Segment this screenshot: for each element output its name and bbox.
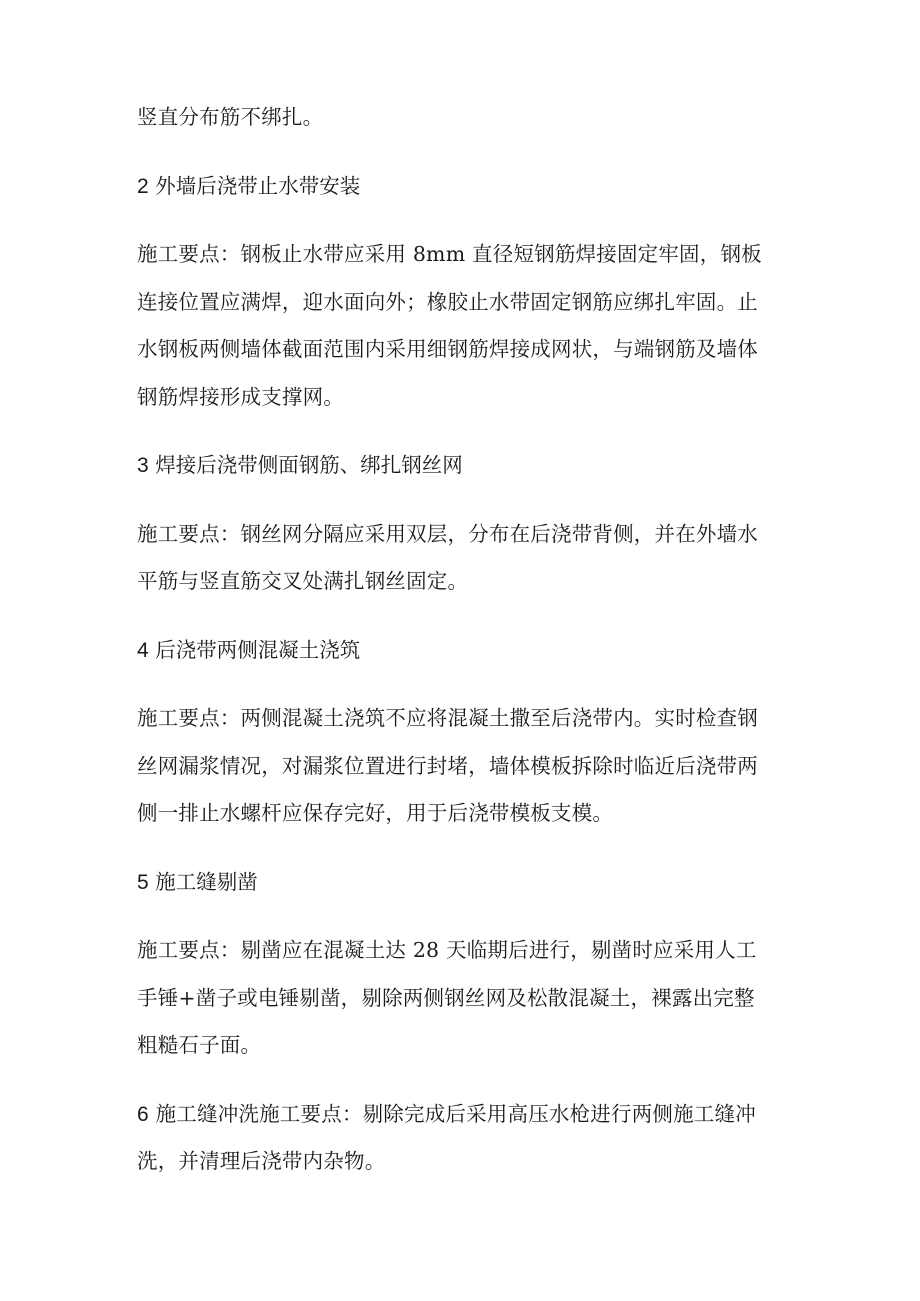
text-line: 侧一排止水螺杆应保存完好，用于后浇带模板支模。 bbox=[137, 801, 614, 825]
paragraph-4 bbox=[137, 695, 787, 838]
section-heading-2 bbox=[137, 163, 787, 211]
text-line: 连接位置应满焊，迎水面向外；橡胶止水带固定钢筋应绑扎牢固。止 bbox=[137, 289, 758, 314]
text-line: 施工要点：钢丝网分隔应采用双层，分布在后浇带背侧，并在外墙水 bbox=[137, 521, 758, 546]
text-line: 施工要点：钢板止水带应采用 8mm 直径短钢筋焊接固定牢固，钢板 bbox=[137, 242, 762, 266]
section-heading-3 bbox=[137, 442, 787, 490]
paragraph-3 bbox=[137, 511, 787, 606]
section-number: 4 bbox=[137, 638, 149, 662]
section-title: 焊接后浇带侧面钢筋、绑扎钢丝网 bbox=[155, 453, 463, 477]
section-title: 施工缝冲洗施工要点：剔除完成后采用高压水枪进行两侧施工缝冲 bbox=[155, 1101, 756, 1126]
section-number: 2 bbox=[137, 174, 149, 198]
paragraph-5 bbox=[137, 927, 787, 1070]
section-number: 5 bbox=[137, 870, 149, 894]
paragraph-2 bbox=[137, 231, 787, 421]
section-number: 3 bbox=[137, 454, 149, 477]
text-line: 施工要点：两侧混凝土浇筑不应将混凝土撒至后浇带内。实时检查钢 bbox=[137, 706, 758, 730]
section-title: 后浇带两侧混凝土浇筑 bbox=[155, 637, 361, 662]
text-line: 水钢板两侧墙体截面范围内采用细钢筋焊接成网状，与端钢筋及墙体 bbox=[137, 337, 758, 361]
text-line bbox=[137, 1091, 787, 1139]
text-line: 施工要点：剔凿应在混凝土达 28 天临期后进行，剔凿时应采用人工 bbox=[137, 938, 757, 962]
section-heading-4 bbox=[137, 627, 787, 675]
section-title: 施工缝剔凿 bbox=[155, 869, 258, 894]
text-line: 洗，并清理后浇带内杂物。 bbox=[137, 1149, 386, 1173]
paragraph-1 bbox=[137, 94, 787, 142]
paragraph-6 bbox=[137, 1091, 787, 1186]
text-line: 钢筋焊接形成支撑网。 bbox=[137, 384, 344, 409]
section-number: 6 bbox=[137, 1102, 149, 1126]
text-line: 粗糙石子面。 bbox=[137, 1033, 262, 1057]
text-line: 丝网漏浆情况，对漏浆位置进行封堵，墙体模板拆除时临近后浇带两 bbox=[137, 753, 758, 778]
text-line: 手锤+凿子或电锤剔凿，剔除两侧钢丝网及松散混凝土，裸露出完整 bbox=[137, 985, 755, 1010]
text-line: 平筋与竖直筋交叉处满扎钢丝固定。 bbox=[137, 569, 469, 593]
text-line: 竖直分布筋不绑扎。 bbox=[137, 105, 324, 129]
section-title: 外墙后浇带止水带安装 bbox=[155, 173, 361, 198]
document-page bbox=[137, 94, 787, 1186]
section-heading-5 bbox=[137, 859, 787, 907]
